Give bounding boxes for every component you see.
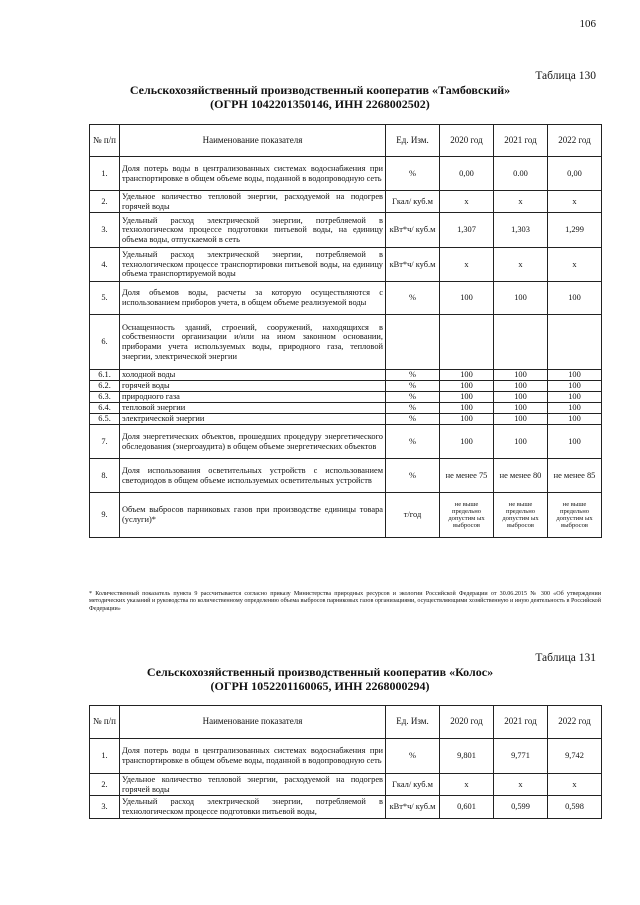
value-2022: 100	[548, 425, 602, 459]
table-row	[90, 381, 602, 392]
unit-cell	[386, 315, 440, 370]
row-number: 6.4.	[90, 403, 120, 414]
indicator-name: Удельное количество тепловой энергии, расходуемой на подогрев горячей воды	[120, 774, 386, 796]
indicator-name: горячей воды	[120, 381, 386, 392]
value-2022: 100	[548, 392, 602, 403]
value-2021: 100	[494, 403, 548, 414]
row-number: 3.	[90, 213, 120, 248]
unit-cell: кВт*ч/ куб.м	[386, 213, 440, 248]
table-130-title-line1: Сельскохозяйственный производственный кооператив «Тамбовский»	[129, 83, 511, 97]
row-number: 1.	[90, 157, 120, 191]
unit-cell: Гкал/ куб.м	[386, 774, 440, 796]
table-row	[90, 248, 602, 282]
row-number: 1.	[90, 739, 120, 774]
col-header-unit: Ед. Изм.	[386, 706, 440, 739]
table-row	[90, 739, 602, 774]
row-number: 6.1.	[90, 370, 120, 381]
value-2020: 100	[440, 425, 494, 459]
value-2020: 0,601	[440, 796, 494, 819]
table-131-title-line2: (ОГРН 1052201160065, ИНН 2268000294)	[210, 679, 430, 693]
value-2021: х	[494, 191, 548, 213]
row-number: 6.3.	[90, 392, 120, 403]
unit-cell: %	[386, 739, 440, 774]
table-row	[90, 157, 602, 191]
value-2022: х	[548, 774, 602, 796]
table-131	[89, 705, 602, 819]
row-number: 5.	[90, 282, 120, 315]
value-2021: 0.00	[494, 157, 548, 191]
value-2022: 1,299	[548, 213, 602, 248]
value-2020: х	[440, 774, 494, 796]
col-header-2022: 2022 год	[548, 125, 602, 157]
unit-cell: кВт*ч/ куб.м	[386, 796, 440, 819]
value-2020: 100	[440, 381, 494, 392]
indicator-name: Удельное количество тепловой энергии, расходуемой на подогрев горячей воды	[120, 191, 386, 213]
unit-cell: %	[386, 414, 440, 425]
value-2022: не выше предельно допустим ых выбросов	[548, 493, 602, 538]
indicator-name: Доля использования осветительных устройств с использованием светодиодов в общем объеме используемых осветительных устройств	[120, 459, 386, 493]
value-2021: 100	[494, 370, 548, 381]
col-header-name: Наименование показателя	[120, 125, 386, 157]
indicator-name: Удельный расход электрической энергии, потребляемой в технологическом процессе подготовки питьевой воды, на единицу объема воды, отпускаемой в сеть	[120, 213, 386, 248]
unit-cell: %	[386, 381, 440, 392]
unit-cell: %	[386, 425, 440, 459]
value-2021: 100	[494, 392, 548, 403]
indicator-name: Удельный расход электрической энергии, потребляемой в технологическом процессе подготовки питьевой воды,	[120, 796, 386, 819]
table-130-title	[90, 83, 550, 111]
indicator-name: Доля энергетических объектов, прошедших процедуру энергетического обследования (энергоаудита) в общем объеме энергетических объектов	[120, 425, 386, 459]
value-2020: 9,801	[440, 739, 494, 774]
table-130	[89, 124, 602, 538]
footnote: * Количественный показатель пункта 9 рассчитывается согласно приказу Министерства природных ресурсов и экологии Российской Федерации от 30.06.2015 № 300 «Об утверждении методических указаний и руководства по количественному определению объема выбросов парниковых газов организациями, осуществляющими хозяйственную и иную деятельность в Российской Федерации»	[89, 591, 601, 612]
unit-cell: Гкал/ куб.м	[386, 191, 440, 213]
indicator-name: природного газа	[120, 392, 386, 403]
unit-cell: %	[386, 403, 440, 414]
value-2022: 9,742	[548, 739, 602, 774]
value-2022: 100	[548, 381, 602, 392]
table-row	[90, 493, 602, 538]
table-header-row	[90, 706, 602, 739]
table-row	[90, 774, 602, 796]
indicator-name: Доля потерь воды в централизованных системах водоснабжения при транспортировке в общем объеме воды, поданной в водопроводную сеть	[120, 157, 386, 191]
unit-cell: %	[386, 282, 440, 315]
table-130-title-line2: (ОГРН 1042201350146, ИНН 2268002502)	[210, 97, 430, 111]
col-header-num: № п/п	[90, 125, 120, 157]
value-2020: 100	[440, 370, 494, 381]
value-2022	[548, 315, 602, 370]
table-row	[90, 796, 602, 819]
value-2022: 100	[548, 282, 602, 315]
unit-cell: %	[386, 157, 440, 191]
value-2021: х	[494, 774, 548, 796]
value-2021: х	[494, 248, 548, 282]
table-row	[90, 425, 602, 459]
value-2021	[494, 315, 548, 370]
value-2021: 100	[494, 414, 548, 425]
indicator-name: Доля объемов воды, расчеты за которую осуществляются с использованием приборов учета, в общем объеме реализуемой воды	[120, 282, 386, 315]
value-2020: х	[440, 248, 494, 282]
value-2020: х	[440, 191, 494, 213]
value-2022: не менее 85	[548, 459, 602, 493]
row-number: 6.2.	[90, 381, 120, 392]
table-row	[90, 282, 602, 315]
row-number: 9.	[90, 493, 120, 538]
value-2020: не менее 75	[440, 459, 494, 493]
table-header-row	[90, 125, 602, 157]
value-2021: 9,771	[494, 739, 548, 774]
table-row	[90, 392, 602, 403]
value-2021: 1,303	[494, 213, 548, 248]
table-row	[90, 403, 602, 414]
value-2022: 100	[548, 370, 602, 381]
row-number: 7.	[90, 425, 120, 459]
page-number: 106	[579, 18, 596, 30]
value-2020: 100	[440, 392, 494, 403]
value-2020: 0,00	[440, 157, 494, 191]
table-130-label: Таблица 130	[535, 70, 596, 82]
col-header-2020: 2020 год	[440, 125, 494, 157]
row-number: 8.	[90, 459, 120, 493]
table-row	[90, 213, 602, 248]
indicator-name: Оснащенность зданий, строений, сооружений, находящихся в собственности организации и/или на ином законном основании, приборами учета используемых воды, природного газа, тепловой энергии, электрической энергии	[120, 315, 386, 370]
col-header-2020: 2020 год	[440, 706, 494, 739]
value-2020: не выше предельно допустим ых выбросов	[440, 493, 494, 538]
value-2021: 0,599	[494, 796, 548, 819]
value-2020	[440, 315, 494, 370]
value-2022: 0,00	[548, 157, 602, 191]
value-2021: не выше предельно допустим ых выбросов	[494, 493, 548, 538]
table-row	[90, 315, 602, 370]
value-2021: 100	[494, 425, 548, 459]
unit-cell: т/год	[386, 493, 440, 538]
indicator-name: Доля потерь воды в централизованных системах водоснабжения при транспортировке в общем объеме воды, поданной в водопроводную сеть	[120, 739, 386, 774]
table-row	[90, 414, 602, 425]
unit-cell: %	[386, 370, 440, 381]
row-number: 6.5.	[90, 414, 120, 425]
value-2020: 100	[440, 403, 494, 414]
value-2022: 0,598	[548, 796, 602, 819]
value-2022: х	[548, 248, 602, 282]
table-131-label: Таблица 131	[535, 652, 596, 664]
row-number: 4.	[90, 248, 120, 282]
col-header-2021: 2021 год	[494, 125, 548, 157]
indicator-name: тепловой энергии	[120, 403, 386, 414]
indicator-name: Объем выбросов парниковых газов при производстве единицы товара (услуги)*	[120, 493, 386, 538]
value-2021: 100	[494, 381, 548, 392]
unit-cell: %	[386, 459, 440, 493]
unit-cell: кВт*ч/ куб.м	[386, 248, 440, 282]
col-header-unit: Ед. Изм.	[386, 125, 440, 157]
value-2022: 100	[548, 414, 602, 425]
value-2021: не менее 80	[494, 459, 548, 493]
table-row	[90, 370, 602, 381]
col-header-2021: 2021 год	[494, 706, 548, 739]
unit-cell: %	[386, 392, 440, 403]
table-131-title-line1: Сельскохозяйственный производственный кооператив «Колос»	[146, 665, 494, 679]
row-number: 2.	[90, 191, 120, 213]
indicator-name: холодной воды	[120, 370, 386, 381]
col-header-num: № п/п	[90, 706, 120, 739]
table-131-title	[90, 665, 550, 693]
col-header-2022: 2022 год	[548, 706, 602, 739]
row-number: 3.	[90, 796, 120, 819]
table-row	[90, 191, 602, 213]
col-header-name: Наименование показателя	[120, 706, 386, 739]
value-2022: 100	[548, 403, 602, 414]
row-number: 6.	[90, 315, 120, 370]
value-2020: 1,307	[440, 213, 494, 248]
row-number: 2.	[90, 774, 120, 796]
table-row	[90, 459, 602, 493]
value-2020: 100	[440, 282, 494, 315]
indicator-name: электрической энергии	[120, 414, 386, 425]
value-2022: х	[548, 191, 602, 213]
value-2020: 100	[440, 414, 494, 425]
value-2021: 100	[494, 282, 548, 315]
indicator-name: Удельный расход электрической энергии, потребляемой в технологическом процессе транспортировки питьевой воды, на единицу объема транспортируемой воды	[120, 248, 386, 282]
